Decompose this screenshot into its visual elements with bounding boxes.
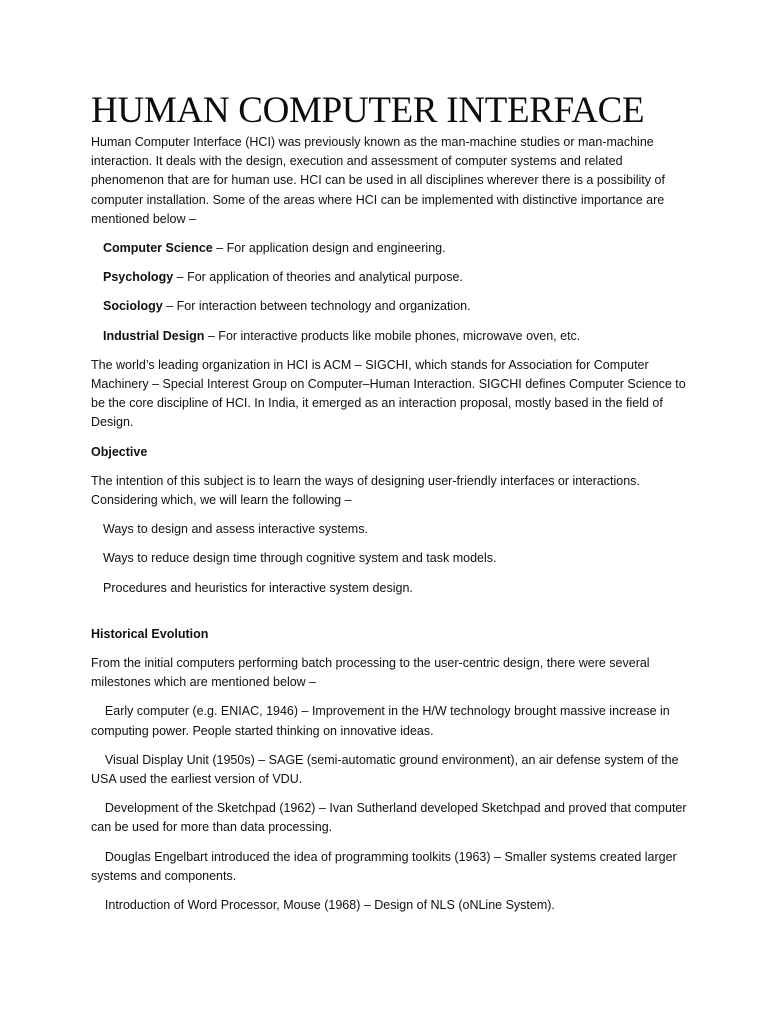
list-item <box>91 848 691 886</box>
area-term: Computer Science <box>103 241 213 256</box>
history-paragraph: From the initial computers performing batch processing to the user-centric design, there were several milestones which are mentioned below – <box>91 656 650 690</box>
area-term: Sociology <box>103 299 163 314</box>
list-item <box>91 297 691 316</box>
milestone-text: Douglas Engelbart introduced the idea of programming toolkits (1963) – Smaller systems created larger systems and components. <box>91 849 677 883</box>
milestone-text: Introduction of Word Processor, Mouse (1968) – Design of NLS (oNLine System). <box>104 898 555 913</box>
objective-heading: Objective <box>91 444 148 459</box>
milestone-text: Visual Display Unit (1950s) – SAGE (semi-automatic ground environment), an air defense system of the USA used the earliest version of VDU. <box>91 752 679 787</box>
area-description: – For application of theories and analytical purpose. <box>173 270 463 285</box>
objectives-list <box>91 520 691 598</box>
intro-paragraph: Human Computer Interface (HCI) was previously known as the man-machine studies or man-machine interaction. It deals with the design, execution and assessment of computer systems and related phenomenon that are for human use. HCI can be used in all disciplines wherever there is a possibility of computer installation. Some of the areas where HCI can be implemented with distinctive importance are mentioned below – <box>91 135 665 226</box>
acm-paragraph: The world’s leading organization in HCI is ACM – SIGCHI, which stands for Association for Computer Machinery – Special Interest Group on Computer–Human Interaction. SIGCHI defines Computer Science to be the core discipline of HCI. In India, it emerged as an interaction proposal, mostly based in the field of Design. <box>91 357 686 430</box>
list-item <box>91 799 691 837</box>
objective-paragraph: The intention of this subject is to learn the ways of designing user-friendly interfaces or interactions. Considering which, we will learn the following – <box>91 473 640 508</box>
list-item <box>91 702 691 740</box>
area-description: – For interaction between technology and organization. <box>162 299 471 314</box>
list-item: Ways to reduce design time through cognitive system and task models. <box>103 551 497 566</box>
area-term: Industrial Design <box>103 328 205 343</box>
milestones-list <box>91 702 691 915</box>
area-description: – For interactive products like mobile phones, microwave oven, etc. <box>204 328 581 343</box>
page-title: HUMAN COMPUTER INTERFACE <box>91 90 645 131</box>
list-item: Procedures and heuristics for interactive system design. <box>103 580 413 595</box>
areas-list <box>91 239 691 346</box>
list-item <box>91 327 691 346</box>
list-item: Ways to design and assess interactive systems. <box>103 522 368 537</box>
list-item <box>91 751 691 789</box>
list-item <box>91 268 691 287</box>
list-item <box>91 896 691 915</box>
milestone-text: Development of the Sketchpad (1962) – Ivan Sutherland developed Sketchpad and proved that computer can be used for more than data processing. <box>91 801 687 835</box>
area-description: – For application design and engineering. <box>212 241 446 256</box>
history-heading: Historical Evolution <box>91 626 209 641</box>
milestone-text: Early computer (e.g. ENIAC, 1946) – Improvement in the H/W technology brought massive increase in computing power. People started thinking on innovative ideas. <box>91 704 670 738</box>
area-term: Psychology <box>103 270 174 285</box>
document-content <box>91 90 691 925</box>
list-item <box>91 239 691 258</box>
